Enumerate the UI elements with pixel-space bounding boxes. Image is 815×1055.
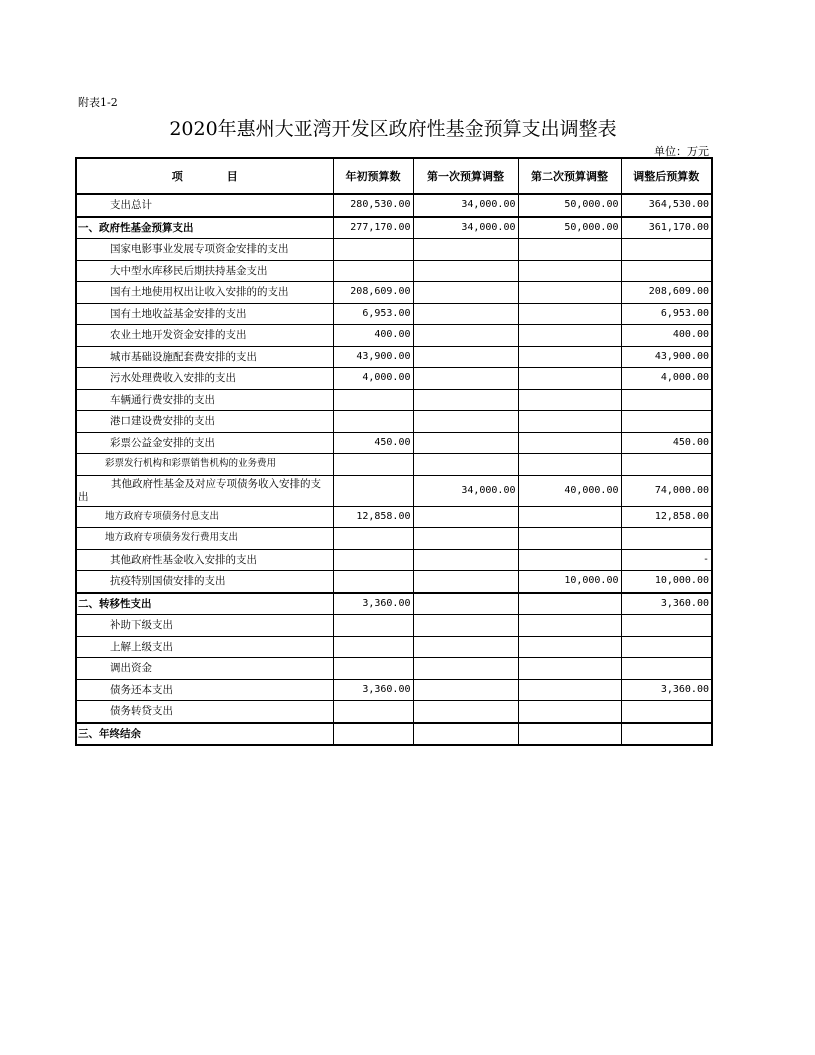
column-header-adjustment-2: 第二次预算调整	[518, 158, 621, 194]
table-row	[76, 346, 712, 368]
cell-final	[621, 615, 712, 637]
table-row	[76, 432, 712, 454]
cell-adjustment-2	[518, 325, 621, 347]
row-label: 二、转移性支出	[76, 593, 333, 615]
column-header-initial: 年初预算数	[333, 158, 413, 194]
cell-initial	[333, 454, 413, 476]
table-body	[76, 194, 712, 745]
cell-final	[621, 239, 712, 261]
row-label: 国有土地收益基金安排的支出	[76, 303, 333, 325]
cell-final: 3,360.00	[621, 593, 712, 615]
table-row	[76, 368, 712, 390]
table-row	[76, 194, 712, 217]
cell-final: 400.00	[621, 325, 712, 347]
cell-adjustment-1	[413, 528, 518, 550]
cell-adjustment-2	[518, 368, 621, 390]
cell-final	[621, 658, 712, 680]
cell-adjustment-1: 34,000.00	[413, 194, 518, 217]
cell-final	[621, 636, 712, 658]
cell-adjustment-1	[413, 679, 518, 701]
row-label: 抗疫特别国债安排的支出	[76, 571, 333, 593]
cell-adjustment-2	[518, 615, 621, 637]
row-label: 港口建设费安排的支出	[76, 411, 333, 433]
cell-adjustment-2	[518, 239, 621, 261]
cell-final	[621, 389, 712, 411]
cell-adjustment-1	[413, 549, 518, 571]
cell-final: 43,900.00	[621, 346, 712, 368]
cell-adjustment-1	[413, 411, 518, 433]
cell-adjustment-1	[413, 389, 518, 411]
column-header-item: 项 目	[76, 158, 333, 194]
cell-initial	[333, 701, 413, 723]
cell-final: 4,000.00	[621, 368, 712, 390]
cell-adjustment-1	[413, 593, 518, 615]
cell-initial: 4,000.00	[333, 368, 413, 390]
table-row	[76, 454, 712, 476]
cell-initial	[333, 636, 413, 658]
cell-initial	[333, 571, 413, 593]
cell-adjustment-2	[518, 549, 621, 571]
cell-adjustment-1	[413, 506, 518, 528]
page-title: 2020年惠州大亚湾开发区政府性基金预算支出调整表	[169, 118, 617, 140]
cell-initial	[333, 475, 413, 506]
cell-final	[621, 411, 712, 433]
row-label: 支出总计	[76, 194, 333, 217]
cell-adjustment-1	[413, 432, 518, 454]
cell-final	[621, 723, 712, 746]
cell-adjustment-2	[518, 303, 621, 325]
row-label: 城市基础设施配套费安排的支出	[76, 346, 333, 368]
cell-adjustment-1	[413, 615, 518, 637]
cell-adjustment-1: 34,000.00	[413, 217, 518, 239]
cell-adjustment-2	[518, 723, 621, 746]
row-label: 调出资金	[76, 658, 333, 680]
table-row	[76, 571, 712, 593]
row-label: 债务还本支出	[76, 679, 333, 701]
cell-adjustment-1	[413, 346, 518, 368]
row-label: 债务转贷支出	[76, 701, 333, 723]
cell-initial	[333, 389, 413, 411]
table-row	[76, 282, 712, 304]
table-row	[76, 723, 712, 746]
cell-initial: 277,170.00	[333, 217, 413, 239]
cell-adjustment-2	[518, 454, 621, 476]
cell-adjustment-2	[518, 411, 621, 433]
cell-final: 208,609.00	[621, 282, 712, 304]
row-label: 农业土地开发资金安排的支出	[76, 325, 333, 347]
cell-adjustment-2	[518, 701, 621, 723]
cell-adjustment-2	[518, 679, 621, 701]
cell-final: 361,170.00	[621, 217, 712, 239]
cell-adjustment-1	[413, 260, 518, 282]
cell-adjustment-1	[413, 368, 518, 390]
row-label: 一、政府性基金预算支出	[76, 217, 333, 239]
cell-initial: 3,360.00	[333, 593, 413, 615]
cell-adjustment-2	[518, 506, 621, 528]
table-row	[76, 549, 712, 571]
row-label: 补助下级支出	[76, 615, 333, 637]
column-header-adjustment-1: 第一次预算调整	[413, 158, 518, 194]
cell-adjustment-1	[413, 571, 518, 593]
table-row	[76, 389, 712, 411]
cell-final: 450.00	[621, 432, 712, 454]
cell-initial: 280,530.00	[333, 194, 413, 217]
cell-adjustment-2	[518, 593, 621, 615]
cell-final: 12,858.00	[621, 506, 712, 528]
table-row	[76, 593, 712, 615]
cell-final	[621, 260, 712, 282]
table-row	[76, 506, 712, 528]
table-row	[76, 260, 712, 282]
cell-initial	[333, 411, 413, 433]
table-row	[76, 679, 712, 701]
cell-adjustment-2: 40,000.00	[518, 475, 621, 506]
cell-adjustment-1	[413, 325, 518, 347]
cell-adjustment-1	[413, 282, 518, 304]
row-label: 彩票发行机构和彩票销售机构的业务费用	[76, 454, 333, 476]
table-row	[76, 475, 712, 506]
row-label: 大中型水库移民后期扶持基金支出	[76, 260, 333, 282]
cell-final: 364,530.00	[621, 194, 712, 217]
cell-adjustment-2	[518, 389, 621, 411]
cell-initial: 208,609.00	[333, 282, 413, 304]
attachment-label: 附表1-2	[78, 96, 118, 109]
cell-final: -	[621, 549, 712, 571]
row-label: 其他政府性基金收入安排的支出	[76, 549, 333, 571]
cell-initial: 6,953.00	[333, 303, 413, 325]
cell-adjustment-2	[518, 432, 621, 454]
cell-initial: 43,900.00	[333, 346, 413, 368]
table-header-row	[76, 158, 712, 194]
cell-initial: 3,360.00	[333, 679, 413, 701]
cell-adjustment-2	[518, 346, 621, 368]
table-row	[76, 658, 712, 680]
table-row	[76, 701, 712, 723]
table-row	[76, 615, 712, 637]
cell-final: 74,000.00	[621, 475, 712, 506]
cell-initial	[333, 723, 413, 746]
cell-final: 6,953.00	[621, 303, 712, 325]
table-row	[76, 411, 712, 433]
column-header-final: 调整后预算数	[621, 158, 712, 194]
cell-adjustment-2	[518, 636, 621, 658]
cell-adjustment-2: 50,000.00	[518, 217, 621, 239]
cell-adjustment-2: 10,000.00	[518, 571, 621, 593]
budget-table	[75, 157, 713, 746]
unit-label: 单位：万元	[654, 145, 709, 158]
cell-final: 3,360.00	[621, 679, 712, 701]
row-label: 上解上级支出	[76, 636, 333, 658]
cell-final	[621, 454, 712, 476]
cell-initial: 12,858.00	[333, 506, 413, 528]
cell-final	[621, 701, 712, 723]
row-label: 其他政府性基金及对应专项债务收入安排的支出	[76, 475, 333, 506]
table-row	[76, 239, 712, 261]
row-label: 地方政府专项债务付息支出	[76, 506, 333, 528]
cell-initial	[333, 615, 413, 637]
cell-final: 10,000.00	[621, 571, 712, 593]
row-label: 三、年终结余	[76, 723, 333, 746]
table-row	[76, 217, 712, 239]
cell-adjustment-1	[413, 658, 518, 680]
cell-adjustment-1	[413, 701, 518, 723]
row-label: 地方政府专项债务发行费用支出	[76, 528, 333, 550]
row-label: 污水处理费收入安排的支出	[76, 368, 333, 390]
cell-initial: 400.00	[333, 325, 413, 347]
table-row	[76, 325, 712, 347]
table-row	[76, 636, 712, 658]
table-row	[76, 303, 712, 325]
cell-adjustment-1	[413, 636, 518, 658]
cell-initial: 450.00	[333, 432, 413, 454]
cell-adjustment-2: 50,000.00	[518, 194, 621, 217]
cell-initial	[333, 239, 413, 261]
cell-adjustment-1	[413, 454, 518, 476]
cell-adjustment-1: 34,000.00	[413, 475, 518, 506]
cell-adjustment-2	[518, 658, 621, 680]
cell-initial	[333, 260, 413, 282]
cell-initial	[333, 528, 413, 550]
cell-adjustment-1	[413, 303, 518, 325]
cell-initial	[333, 549, 413, 571]
cell-adjustment-2	[518, 260, 621, 282]
row-label: 车辆通行费安排的支出	[76, 389, 333, 411]
cell-final	[621, 528, 712, 550]
cell-adjustment-1	[413, 239, 518, 261]
cell-initial	[333, 658, 413, 680]
cell-adjustment-1	[413, 723, 518, 746]
table-row	[76, 528, 712, 550]
row-label: 国家电影事业发展专项资金安排的支出	[76, 239, 333, 261]
row-label: 彩票公益金安排的支出	[76, 432, 333, 454]
cell-adjustment-2	[518, 528, 621, 550]
row-label: 国有土地使用权出让收入安排的的支出	[76, 282, 333, 304]
cell-adjustment-2	[518, 282, 621, 304]
